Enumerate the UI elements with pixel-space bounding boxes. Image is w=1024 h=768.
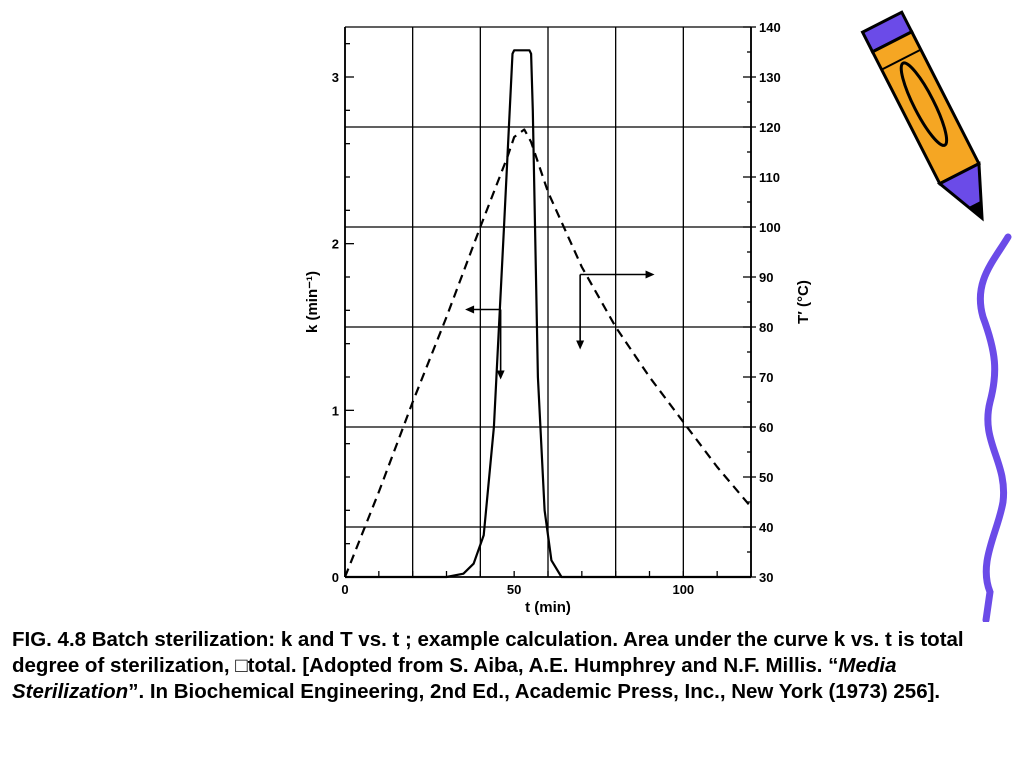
caption-text-end: ”. In Biochemical Engineering, 2nd Ed., Academic Press, Inc., New York (1973) 256]. (128, 680, 941, 703)
right-tick-label: 60 (759, 420, 774, 435)
right-tick-label: 70 (759, 370, 774, 385)
x-axis-title: t (min) (525, 599, 571, 616)
right-tick-label: 130 (759, 70, 781, 85)
right-tick-label: 50 (759, 470, 774, 485)
caption-text: FIG. 4.8 Batch sterilization: k and T vs. t ; example calculation. Area under the curve k vs. t is total degree of sterilization, □total. [Adopted from S. Aiba, A.E. Humphrey and N.F. Millis. “ (12, 628, 964, 677)
caption-italic-title: Media Sterilization (12, 654, 897, 703)
arrow-right-drop-head (576, 341, 584, 350)
left-tick-label: 3 (331, 70, 339, 85)
right-tick-label: 110 (759, 170, 780, 185)
right-tick-label: 30 (759, 570, 774, 585)
bottom-tick-label: 50 (506, 582, 522, 597)
bottom-tick-label: 100 (672, 582, 695, 597)
right-tick-label: 100 (759, 220, 781, 235)
right-axis-title: T′ (°C) (795, 280, 812, 324)
right-tick-label: 120 (759, 120, 781, 135)
right-tick-label: 140 (759, 20, 781, 35)
figure-caption (12, 627, 1012, 705)
arrow-left-head (465, 306, 474, 314)
arrow-right-head (646, 271, 655, 279)
arrow-left-drop-head (497, 371, 505, 380)
left-tick-label: 2 (331, 236, 339, 252)
left-tick-label: 1 (331, 403, 339, 419)
squiggle-line-icon (968, 232, 1024, 622)
pencil-icon (858, 0, 1008, 245)
right-tick-label: 90 (759, 270, 774, 285)
left-tick-label: 0 (331, 570, 339, 585)
right-tick-label: 80 (759, 320, 774, 335)
right-tick-label: 40 (759, 520, 774, 535)
left-axis-title: k (min⁻¹) (304, 270, 321, 334)
bottom-tick-label: 0 (341, 582, 349, 597)
